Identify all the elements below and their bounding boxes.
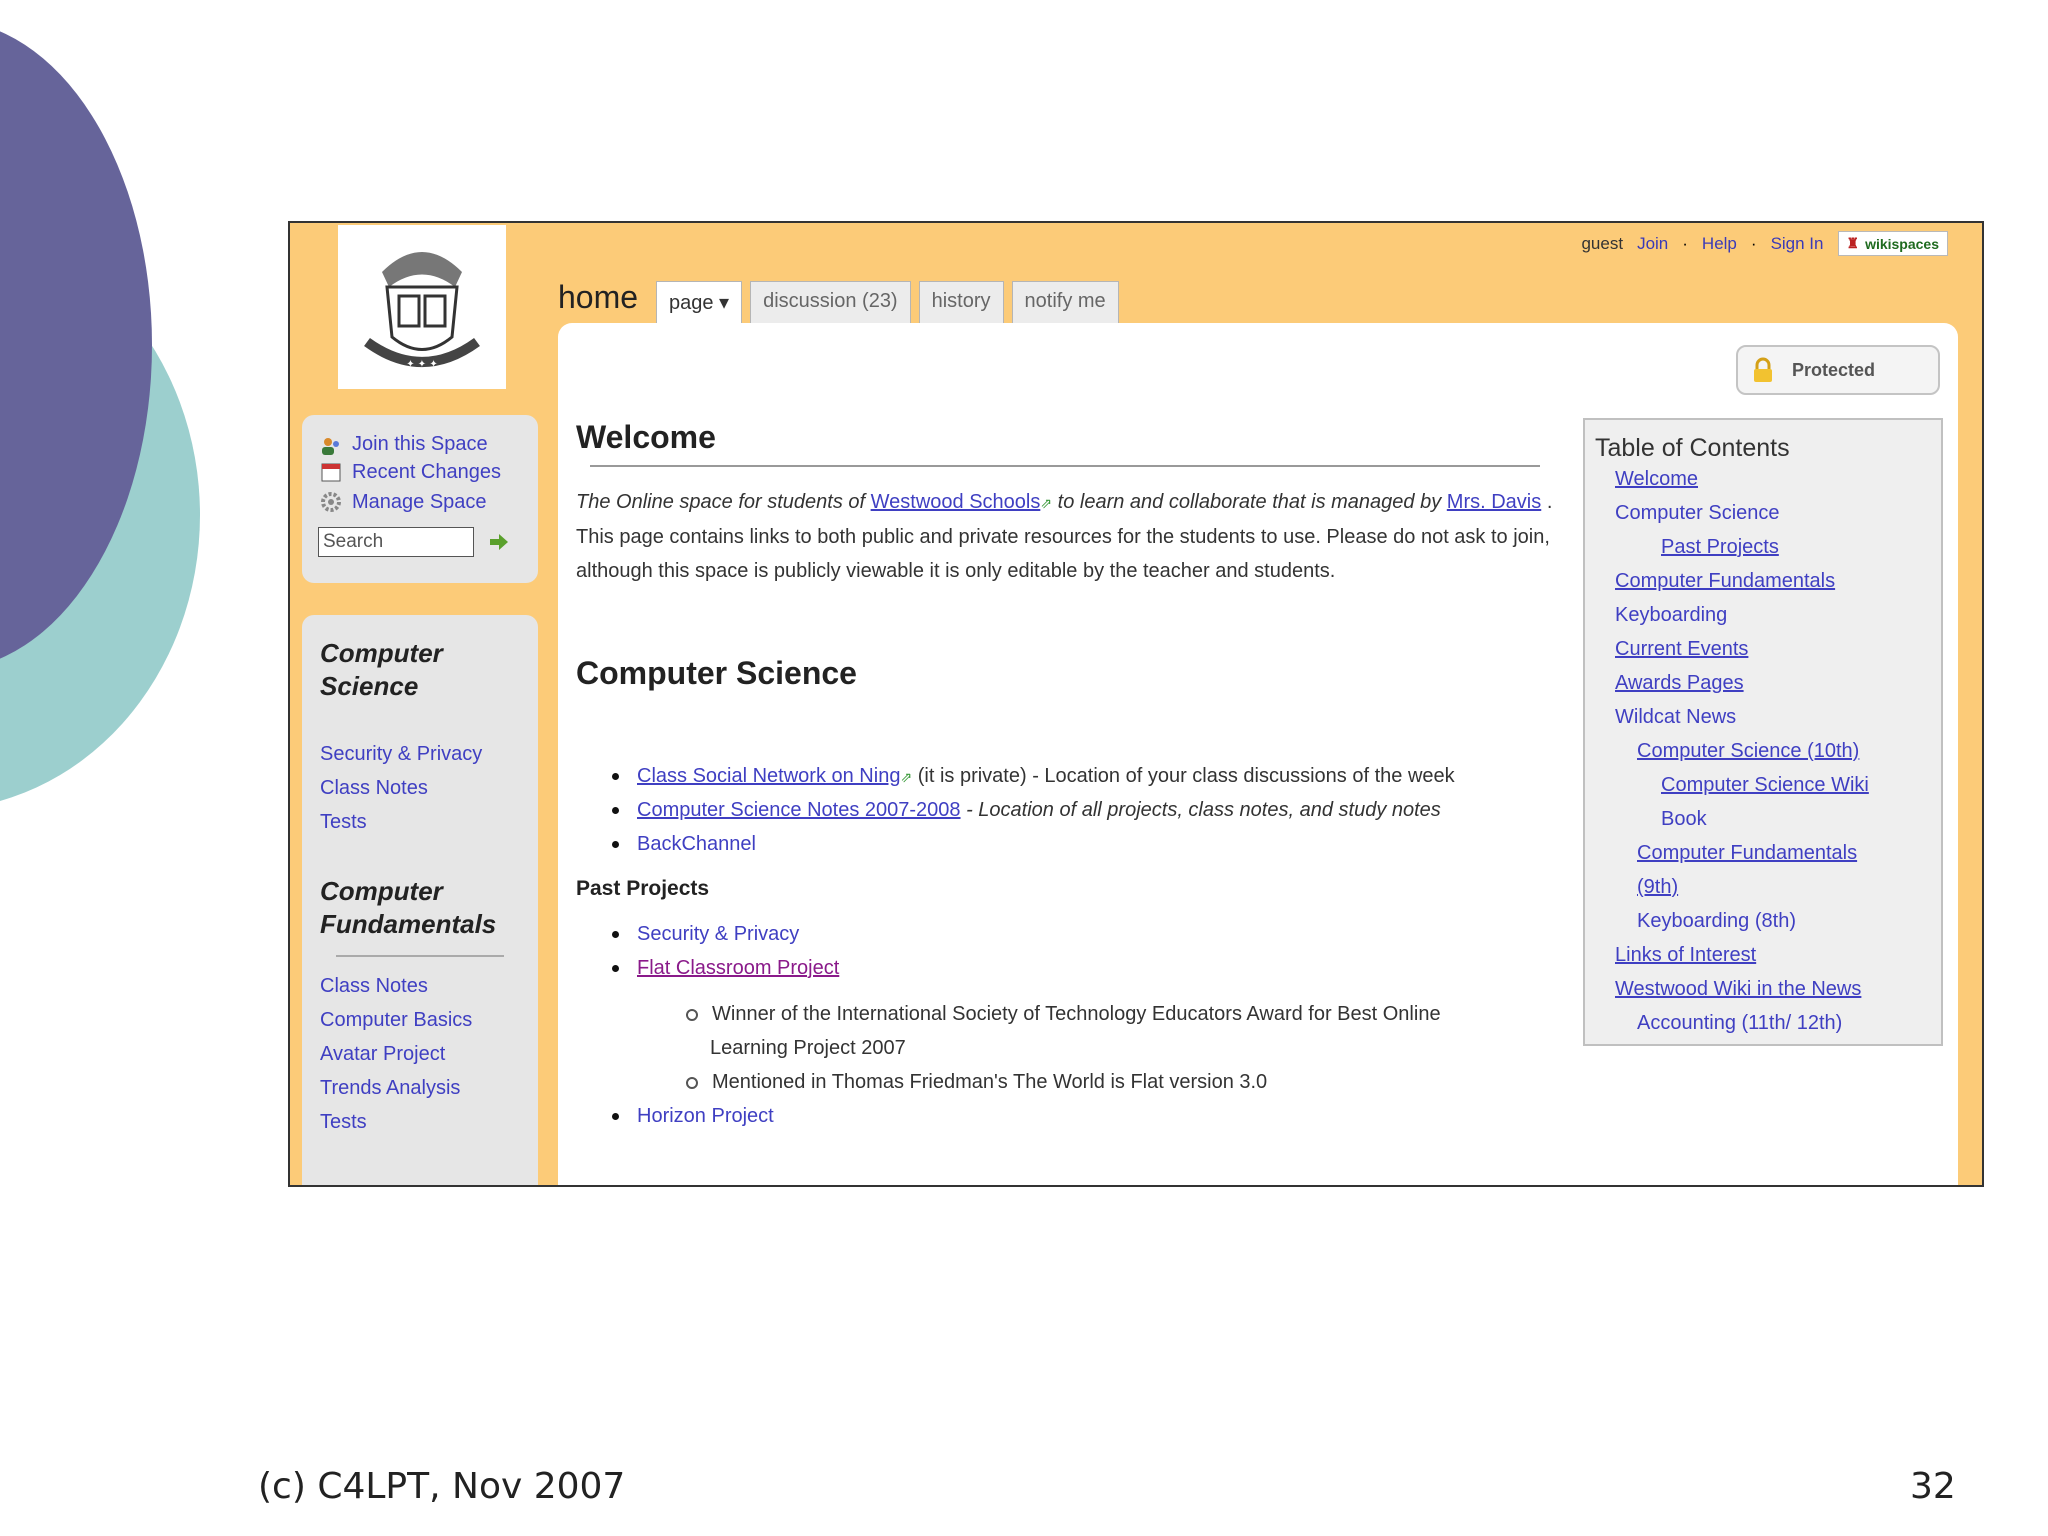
toc-item[interactable]: Past Projects: [1661, 536, 1779, 558]
page-title: home: [558, 279, 639, 315]
intro-text: to learn and collaborate that is managed by: [1057, 491, 1442, 513]
toc-item[interactable]: Keyboarding: [1615, 604, 1728, 626]
westwood-schools-link[interactable]: Westwood Schools: [870, 491, 1041, 513]
go-arrow-icon[interactable]: [488, 531, 510, 553]
sidebar-section-heading: [320, 637, 443, 703]
toc-item[interactable]: Westwood Wiki in the News: [1615, 978, 1862, 1000]
sub-list-item-continued: Learning Project 2007: [710, 1037, 906, 1059]
toc-item[interactable]: Links of Interest: [1615, 944, 1757, 966]
sign-in-link[interactable]: Sign In: [1770, 233, 1824, 253]
welcome-heading: Welcome: [576, 419, 716, 455]
guest-label: guest: [1581, 233, 1624, 253]
sub-item-text: Winner of the International Society of Technology Educators Award for Best Online: [712, 1003, 1441, 1025]
toc-item[interactable]: Awards Pages: [1615, 672, 1744, 694]
heading-line: Computer: [320, 638, 443, 668]
sidebar-navigation: [302, 615, 538, 1187]
toc-item[interactable]: Computer Science Wiki: [1661, 774, 1869, 796]
list-item-text: (it is private) - Location of your class discussions of the week: [917, 765, 1455, 787]
separator-dot: ·: [1750, 233, 1757, 253]
heading-line: Science: [320, 671, 419, 701]
toc-item[interactable]: Accounting (11th/ 12th): [1637, 1012, 1843, 1034]
bullet: [612, 841, 619, 848]
recent-changes-link[interactable]: Recent Changes: [352, 461, 501, 483]
external-link-icon: ⇗: [900, 769, 913, 785]
bullet: [612, 931, 619, 938]
toc-item[interactable]: Keyboarding (8th): [1637, 910, 1796, 932]
tab-history[interactable]: history: [919, 281, 1004, 326]
table-of-contents: [1583, 418, 1943, 1046]
sub-item-text: Mentioned in Thomas Friedman's The World is Flat version 3.0: [712, 1071, 1268, 1093]
list-item-text: - Location of all projects, class notes, and study notes: [966, 799, 1441, 821]
toc-item[interactable]: Computer Fundamentals: [1637, 842, 1858, 864]
intro-paragraph: [576, 485, 1568, 588]
backchannel-link[interactable]: BackChannel: [637, 833, 756, 855]
bullet: [686, 1077, 698, 1089]
heading-rule: [590, 465, 1540, 467]
school-logo[interactable]: [338, 225, 506, 389]
intro-text: The Online space for students of: [576, 491, 866, 513]
page-tabs: [656, 281, 1119, 326]
protected-button[interactable]: [1736, 345, 1940, 395]
past-projects-heading: Past Projects: [576, 877, 710, 900]
divider: [336, 955, 504, 957]
gear-icon: [320, 491, 342, 513]
separator-dot: ·: [1682, 233, 1688, 253]
manage-space-link[interactable]: Manage Space: [352, 491, 487, 513]
bullet: [612, 773, 619, 780]
list-item: [612, 833, 756, 856]
sidebar-actions: [302, 415, 538, 583]
bullet: [686, 1009, 698, 1021]
sidebar-item-tests[interactable]: Tests: [320, 811, 367, 833]
toc-item[interactable]: (9th): [1637, 876, 1679, 898]
tab-notify-me[interactable]: notify me: [1012, 281, 1119, 326]
join-link[interactable]: Join: [1637, 233, 1669, 253]
intro-text: . This page contains links to both public and private resources for the students to use. Please do not ask to join, although this space is publicly viewable it is only editable by the teacher and students.: [576, 491, 1553, 582]
wikispaces-logo-icon: ♜: [1846, 235, 1860, 251]
ning-network-link[interactable]: Class Social Network on Ning: [637, 765, 901, 787]
sidebar-item-tests[interactable]: Tests: [320, 1111, 367, 1133]
toc-title: Table of Contents: [1595, 434, 1790, 462]
toc-item[interactable]: Book: [1661, 808, 1707, 830]
help-link[interactable]: Help: [1701, 233, 1737, 253]
list-item: [612, 957, 839, 980]
calendar-icon: [320, 461, 342, 483]
lock-icon: [1752, 357, 1774, 383]
list-item: [612, 799, 1441, 822]
top-user-bar: [1581, 231, 1948, 256]
sidebar-section-heading: [320, 875, 496, 941]
security-privacy-link[interactable]: Security & Privacy: [637, 923, 800, 945]
sidebar-item-security-privacy[interactable]: Security & Privacy: [320, 743, 483, 765]
toc-item[interactable]: Current Events: [1615, 638, 1749, 660]
list-item: [612, 765, 1455, 788]
mrs-davis-link[interactable]: Mrs. Davis: [1446, 491, 1542, 513]
external-link-icon: ⇗: [1040, 495, 1053, 511]
search-input[interactable]: [318, 527, 474, 557]
bullet: [612, 1113, 619, 1120]
computer-science-heading: Computer Science: [576, 655, 857, 691]
toc-item[interactable]: Computer Science: [1615, 502, 1780, 524]
tab-discussion[interactable]: discussion (23): [750, 281, 911, 326]
toc-item[interactable]: Computer Fundamentals: [1615, 570, 1836, 592]
join-space-link[interactable]: Join this Space: [352, 433, 488, 455]
sidebar-item-avatar-project[interactable]: Avatar Project: [320, 1043, 446, 1065]
wikispaces-label: wikispaces: [1865, 235, 1939, 252]
horizon-project-link[interactable]: Horizon Project: [637, 1105, 774, 1127]
flat-classroom-link[interactable]: Flat Classroom Project: [637, 957, 840, 979]
cs-notes-link[interactable]: Computer Science Notes 2007-2008: [637, 799, 961, 821]
toc-item[interactable]: Computer Science (10th): [1637, 740, 1860, 762]
sidebar-item-class-notes[interactable]: Class Notes: [320, 777, 428, 799]
svg-text:✦ ✦ ✦: ✦ ✦ ✦: [406, 359, 438, 370]
slide-page-number: 32: [1910, 1466, 1956, 1507]
bullet: [612, 807, 619, 814]
list-item: [612, 1105, 774, 1128]
sidebar-item-computer-basics[interactable]: Computer Basics: [320, 1009, 473, 1031]
toc-item[interactable]: Wildcat News: [1615, 706, 1737, 728]
toc-item[interactable]: Welcome: [1615, 468, 1698, 490]
sub-list-item: [686, 1003, 1441, 1026]
protected-label: Protected: [1792, 359, 1876, 380]
users-icon: [320, 435, 342, 457]
sidebar-item-trends-analysis[interactable]: Trends Analysis: [320, 1077, 461, 1099]
wikispaces-button[interactable]: [1838, 231, 1949, 256]
sub-list-item: [686, 1071, 1267, 1094]
bullet: [612, 965, 619, 972]
tab-page[interactable]: page ▾: [656, 281, 742, 326]
heading-line: Computer: [320, 876, 443, 906]
sidebar-item-class-notes[interactable]: Class Notes: [320, 975, 428, 997]
list-item: [612, 923, 799, 946]
wiki-screenshot: [288, 221, 1984, 1187]
heading-line: Fundamentals: [320, 909, 497, 939]
slide-footer: (c) C4LPT, Nov 2007: [258, 1466, 626, 1507]
